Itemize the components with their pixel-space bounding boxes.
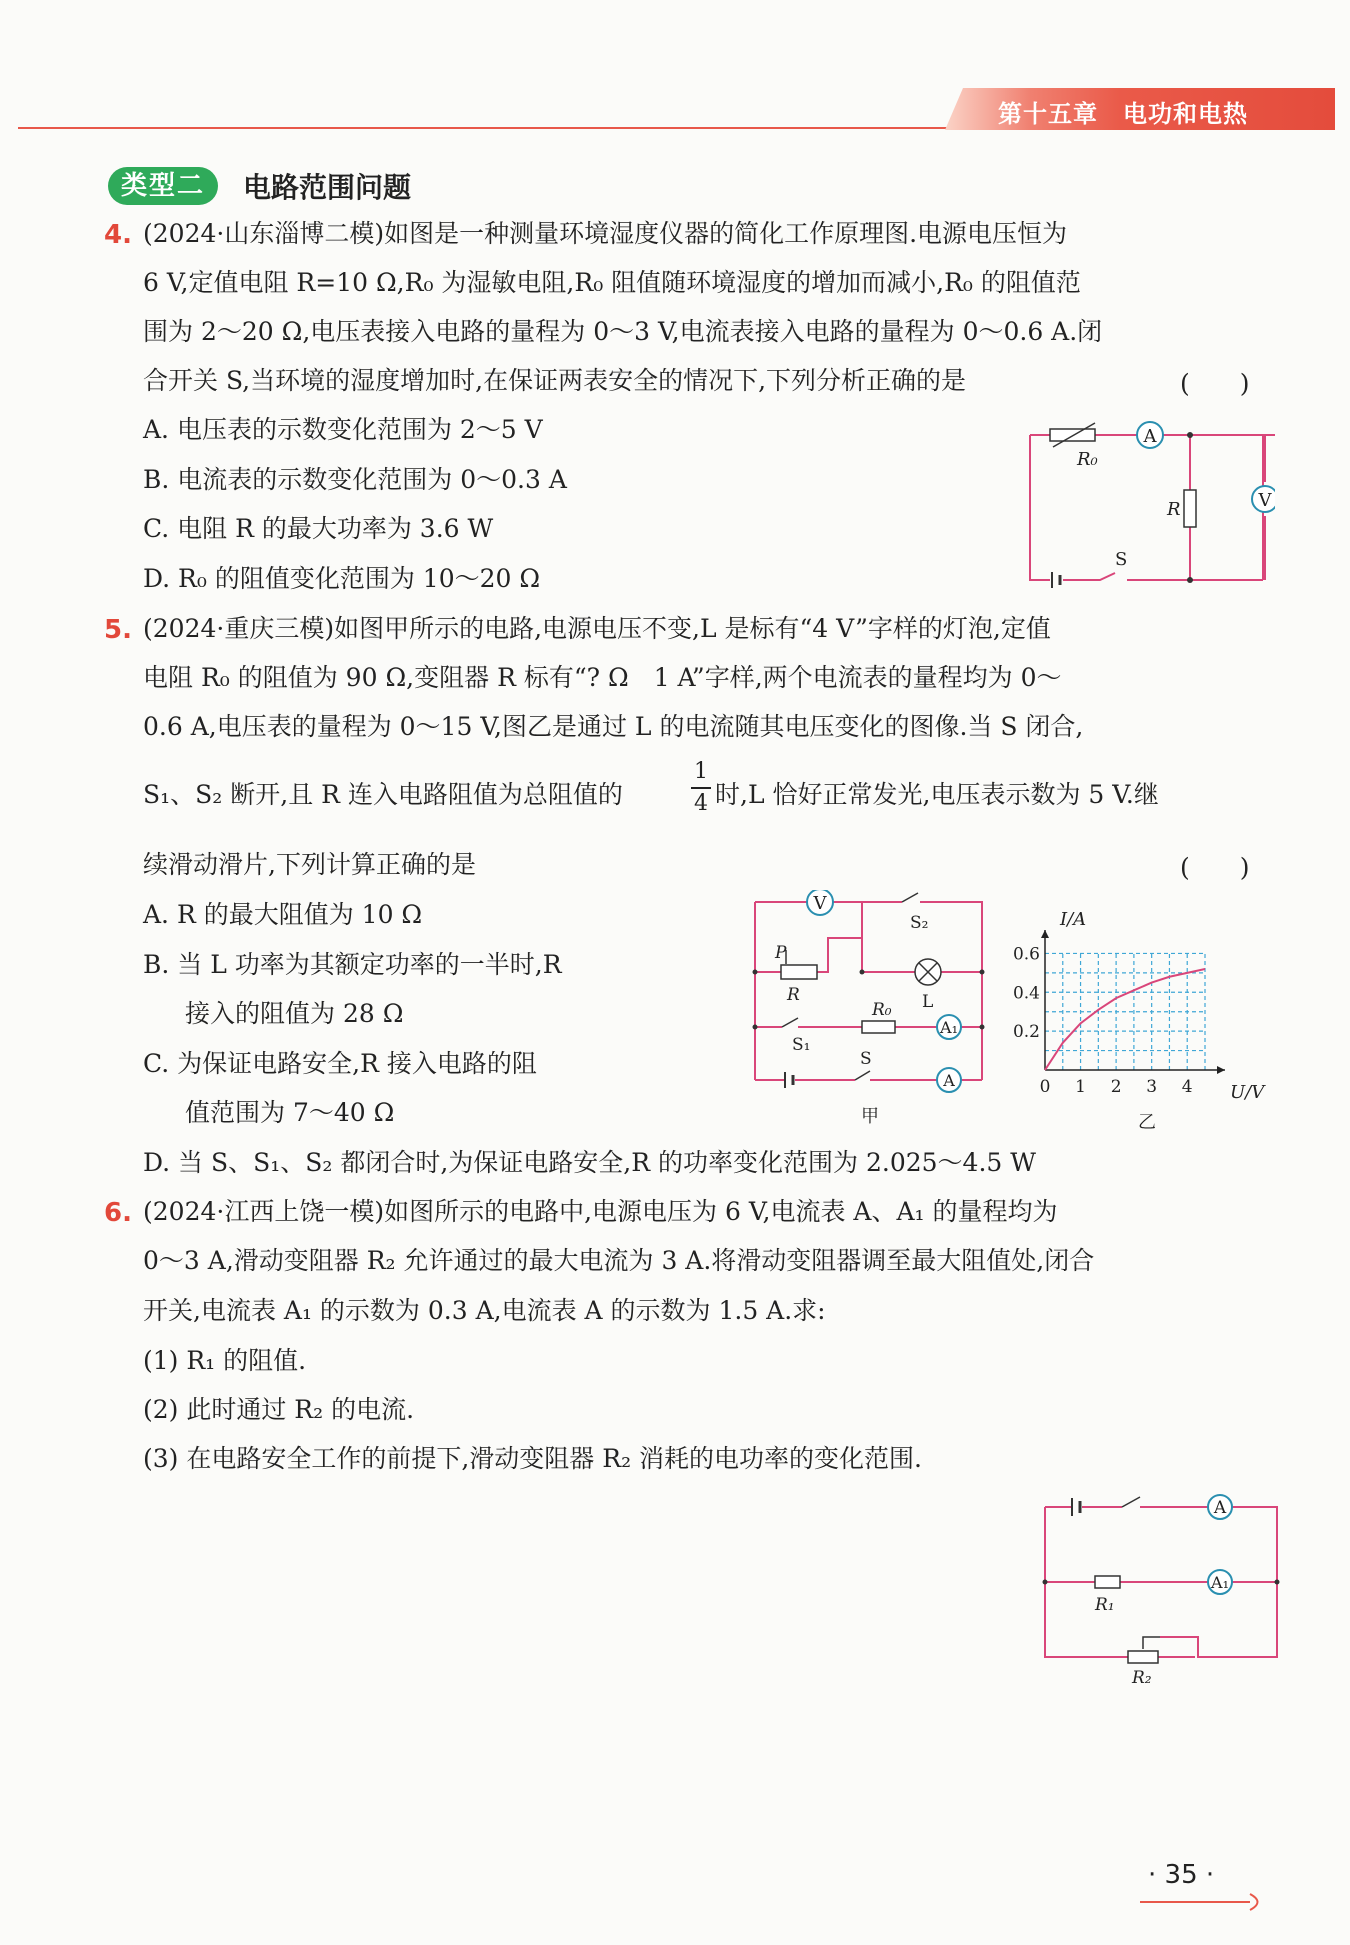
voltmeter-label: V (1258, 490, 1272, 511)
q5-option-c-cont: 值范围为 7～40 Ω (185, 1098, 395, 1127)
q4-text-line: 合开关 S,当环境的湿度增加时,在保证两表安全的情况下,下列分析正确的是 (143, 366, 967, 395)
slider-p-label: P (775, 943, 787, 963)
q4-text-line: 围为 2～20 Ω,电压表接入电路的量程为 0～3 V,电流表接入电路的量程为 0～0.6 A.闭 (143, 317, 1103, 346)
answer-blank: ( ) (1180, 369, 1250, 398)
y-tick-label: 0.2 (1012, 1022, 1040, 1043)
q5-option-a: A. R 的最大阻值为 10 Ω (143, 900, 423, 929)
ammeter-a1-label: A₁ (1211, 1573, 1229, 1592)
q4-option-b: B. 电流表的示数变化范围为 0～0.3 A (143, 465, 567, 494)
x-tick-label: 0 (1039, 1077, 1051, 1097)
iu-curve (1045, 969, 1205, 1070)
q6-text-line: (2024·江西上饶一模)如图所示的电路中,电源电压为 6 V,电流表 A、A₁ 的量程均为 (143, 1197, 1058, 1226)
r2-rheostat (1128, 1651, 1158, 1663)
a1-label: A₁ (940, 1018, 958, 1037)
r1-label: R₁ (1095, 1595, 1115, 1615)
q5-option-b-cont: 接入的阻值为 28 Ω (185, 999, 404, 1028)
q5-circuit-jia (750, 890, 995, 1135)
fraction-bar (691, 787, 711, 789)
q4-text-line: (2024·山东淄博二模)如图是一种测量环境湿度仪器的简化工作原理图.电源电压恒为 (143, 219, 1068, 248)
q6-subquestion-3: (3) 在电路安全工作的前提下,滑动变阻器 R₂ 消耗的电功率的变化范围. (143, 1444, 922, 1473)
section-title: 电路范围问题 (243, 171, 412, 204)
q6-text-line: 开关,电流表 A₁ 的示数为 0.3 A,电流表 A 的示数为 1.5 A.求: (143, 1296, 826, 1325)
r0-label: R₀ (872, 1000, 892, 1020)
q6-text-line: 0～3 A,滑动变阻器 R₂ 允许通过的最大电流为 3 A.将滑动变阻器调至最大阻值处,闭合 (143, 1246, 1095, 1275)
fig-caption-yi: 乙 (1138, 1112, 1156, 1133)
lamp-label: L (922, 992, 934, 1012)
x-tick-label: 1 (1075, 1077, 1086, 1097)
question-number-4: 4. (104, 220, 132, 250)
a-label: A (943, 1071, 955, 1090)
x-tick-label: 3 (1146, 1077, 1158, 1097)
page-ornament (1140, 1892, 1270, 1912)
fraction-denominator: 4 (694, 791, 708, 816)
q5-text-line: S₁、S₂ 断开,且 R 连入电路阻值为总阻值的 (143, 780, 623, 809)
q5-option-c: C. 为保证电路安全,R 接入电路的阻 (143, 1049, 537, 1078)
r0-resistor (862, 1021, 895, 1033)
fig-caption-jia: 甲 (861, 1106, 879, 1127)
rheostat-r (781, 965, 817, 979)
switch-icon (1122, 1497, 1140, 1507)
fraction-numerator: 1 (694, 759, 708, 784)
x-tick-label: 2 (1110, 1077, 1122, 1097)
x-axis-label: U/V (1230, 1082, 1265, 1103)
q5-text-line: 时,L 恰好正常发光,电压表示数为 5 V.继 (715, 780, 1159, 809)
ammeter-label: A (1143, 426, 1157, 447)
q6-subquestion-2: (2) 此时通过 R₂ 的电流. (143, 1395, 415, 1424)
chart-grid (1045, 953, 1205, 1070)
q4-option-d: D. R₀ 的阻值变化范围为 10～20 Ω (143, 564, 541, 593)
q6-subquestion-1: (1) R₁ 的阻值. (143, 1346, 307, 1375)
r2-label: R₂ (1132, 1668, 1152, 1685)
question-number-6: 6. (104, 1198, 132, 1228)
switch-s-label: S (860, 1049, 872, 1069)
y-axis-arrow (1041, 930, 1049, 938)
r-label: R (1167, 499, 1181, 520)
iu-chart (1010, 910, 1285, 1135)
q5-text-line: 续滑动滑片,下列计算正确的是 (143, 850, 476, 879)
x-tick-label: 4 (1181, 1077, 1193, 1097)
voltmeter-label: V (813, 893, 827, 914)
q4-text-line: 6 V,定值电阻 R=10 Ω,R₀ 为湿敏电阻,R₀ 阻值随环境湿度的增加而减小,R₀ 的阻值范 (143, 268, 1081, 297)
r0-label: R₀ (1077, 449, 1098, 470)
chapter-title: 第十五章 电功和电热 (998, 100, 1248, 128)
section-badge: 类型二 (108, 167, 218, 205)
q5-text-line: 0.6 A,电压表的量程为 0～15 V,图乙是通过 L 的电流随其电压变化的图像.当 S 闭合, (143, 712, 1084, 741)
y-tick-label: 0.4 (1012, 983, 1040, 1004)
q5-option-d: D. 当 S、S₁、S₂ 都闭合时,为保证电路安全,R 的功率变化范围为 2.025～4.5 W (143, 1148, 1036, 1177)
q4-option-c: C. 电阻 R 的最大功率为 3.6 W (143, 514, 494, 543)
y-axis-label: I/A (1060, 910, 1087, 930)
chart-axes (1041, 930, 1225, 1074)
switch-label: S (1115, 549, 1128, 570)
q5-text-line: 电阻 R₀ 的阻值为 90 Ω,变阻器 R 标有“? Ω 1 A”字样,两个电流表的量程均为 0～ (143, 663, 1062, 692)
q6-circuit-diagram (1040, 1485, 1285, 1685)
q5-option-b: B. 当 L 功率为其额定功率的一半时,R (143, 950, 562, 979)
s1-label: S₁ (792, 1035, 811, 1055)
ammeter-a-label: A (1213, 1498, 1227, 1518)
r-resistor (1184, 490, 1196, 527)
answer-blank: ( ) (1180, 853, 1250, 882)
r-label: R (787, 985, 800, 1005)
q5-text-line: (2024·重庆三模)如图甲所示的电路,电源电压不变,L 是标有“4 V”字样的灯泡,定值 (143, 614, 1051, 643)
s2-label: S₂ (910, 913, 929, 933)
question-number-5: 5. (104, 615, 132, 645)
q4-circuit-diagram (1015, 415, 1275, 595)
y-tick-label: 0.6 (1012, 944, 1040, 965)
q4-option-a: A. 电压表的示数变化范围为 2～5 V (143, 415, 543, 444)
page-number: · 35 · (1148, 1860, 1215, 1890)
r1-resistor (1095, 1576, 1120, 1588)
x-axis-arrow (1217, 1066, 1225, 1074)
